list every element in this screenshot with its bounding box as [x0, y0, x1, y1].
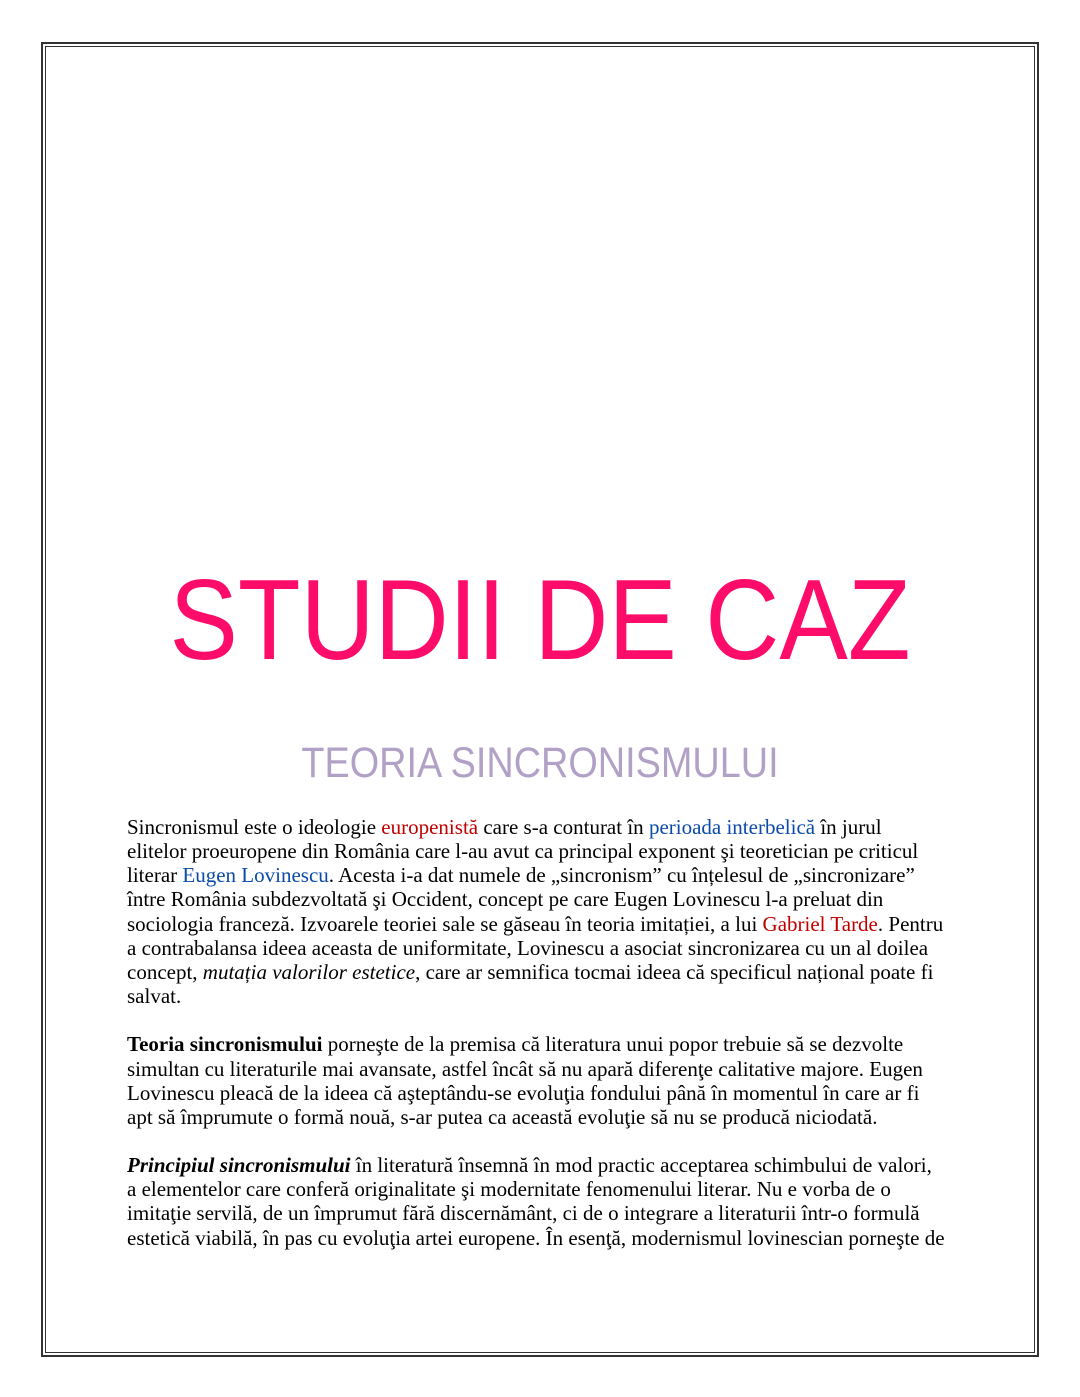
paragraph: [127, 1153, 945, 1250]
text-line: imitaţie servilă, de un împrumut fără discernământ, ci de o integrare a literaturii într-o formulă: [127, 1201, 920, 1226]
text-run: care s-a conturat în: [478, 815, 649, 839]
text-line: estetică viabilă, în pas cu evoluţia artei europene. În esenţă, modernismul lovinescian porneşte de: [127, 1225, 945, 1250]
text-run: sociologia franceză. Izvoarele teoriei sale se găseau în teoria imitației, a lui: [127, 911, 763, 936]
paragraph: [127, 1032, 945, 1129]
text-run: , care ar semnifica tocmai ideea că specificul național poate fi: [415, 959, 934, 984]
paragraph: [127, 815, 945, 1008]
text-line: a elementelor care conferă originalitate şi modernitate fenomenului literar. Nu e vorba de o: [127, 1177, 891, 1202]
text-line: apt să împrumute o formă nouă, s-ar putea ca această evoluţie să nu se producă niciodată.: [127, 1104, 878, 1129]
italic-term-mutatia-valorilor: mutația valorilor estetice: [202, 959, 416, 984]
bold-term-teoria-sincronismului: Teoria sincronismului: [127, 1032, 323, 1057]
text-line: [127, 912, 945, 936]
text-line: [127, 863, 945, 887]
text-line: simultan cu literaturile mai avansate, astfel încât să nu apară diferenţe calitative majore. Eugen: [127, 1056, 923, 1081]
text-run: literar: [127, 863, 183, 888]
text-line: [127, 1153, 945, 1177]
section-heading: TEORIA SINCRONISMULUI: [301, 739, 779, 787]
text-run: Sincronismul este o ideologie: [127, 815, 382, 839]
text-run: în literatură însemnă în mod practic acceptarea schimbului de valori,: [350, 1153, 932, 1178]
body-text: [127, 815, 945, 1274]
link-gabriel-tarde[interactable]: Gabriel Tarde: [762, 911, 878, 936]
text-line: [127, 960, 945, 984]
text-run: . Pentru: [877, 911, 944, 936]
text-line: [127, 1032, 945, 1056]
text-line: Lovinescu pleacă de la ideea că aşteptându-se evoluţia fondului până în momentul în care ar fi: [127, 1080, 920, 1105]
text-line: între România subdezvoltată şi Occident, concept pe care Eugen Lovinescu l-a preluat din: [127, 887, 884, 912]
bold-italic-term-principiul-sincronismului: Principiul sincronismului: [127, 1153, 351, 1178]
text-line: a contrabalansa ideea aceasta de uniformitate, Lovinescu a asociat sincronizarea cu un al doilea: [127, 935, 929, 960]
link-europenista[interactable]: europenistă: [381, 815, 479, 839]
text-run: porneşte de la premisa că literatura unui popor trebuie să se dezvolte: [322, 1032, 904, 1057]
text-run: concept,: [127, 959, 203, 984]
text-line: salvat.: [127, 984, 182, 1009]
link-eugen-lovinescu[interactable]: Eugen Lovinescu: [182, 863, 329, 888]
text-run: . Acesta i-a dat numele de „sincronism” cu înțelesul de „sincronizare”: [328, 863, 915, 888]
document-title: STUDII DE CAZ: [169, 557, 911, 684]
text-line: [127, 815, 945, 839]
link-perioada-interbelica[interactable]: perioada interbelică: [648, 815, 816, 839]
text-line: elitelor proeuropene din România care l-au avut ca principal exponent şi teoretician pe criticul: [127, 839, 919, 864]
text-run: în jurul: [815, 815, 882, 839]
